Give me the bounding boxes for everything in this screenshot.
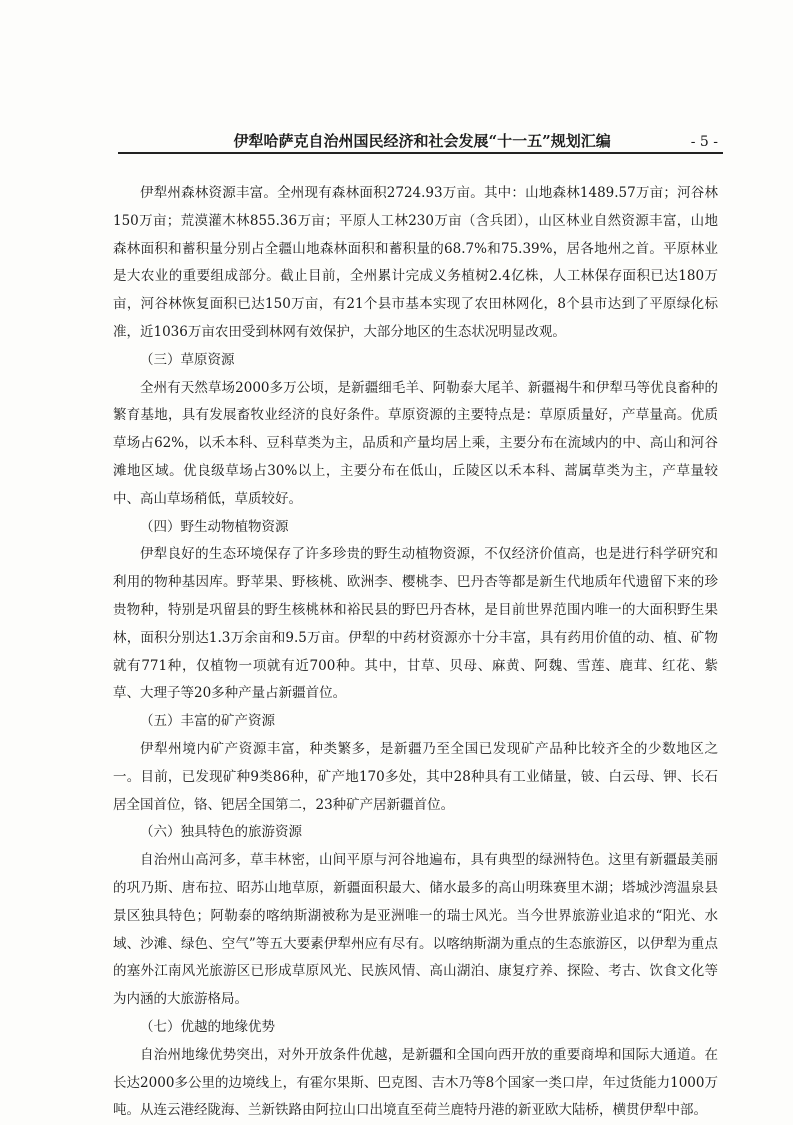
paragraph-forest: 伊犁州森林资源丰富。全州现有森林面积2724.93万亩。其中：山地森林1489.57万亩；河谷林150万亩；荒漠灌木林855.36万亩；平原人工林230万亩（含兵团），山区林业自然资源丰富，山地森林面积和蓄积量分别占全疆山地森林面积和蓄积量的68.7%和75.39%，居各地州之首。平原林业是大农业的重要组成部分。截止目前，全州累计完成义务植树2.4亿株，人工林保存面积已达180万亩，河谷林恢复面积已达150万亩，有21个县市基本实现了农田林网化，8个县市达到了平原绿化标准，近1036万亩农田受到林网有效保护，大部分地区的生态状况明显改观。 xyxy=(113,185,718,340)
paragraph-wildlife: 伊犁良好的生态环境保存了许多珍贵的野生动植物资源，不仅经济价值高，也是进行科学研究和利用的物种基因库。野苹果、野核桃、欧洲李、樱桃李、巴丹杏等都是新生代地质年代遗留下来的珍贵物种，特别是巩留县的野生核桃林和裕民县的野巴丹杏林，是目前世界范围内唯一的大面积野生果林，面积分别达1.3万余亩和9.5万亩。伊犁的中药材资源亦十分丰富，具有药用价值的动、植、矿物就有771种，仅植物一项就有近700种。其中，甘草、贝母、麻黄、阿魏、雪莲、鹿茸、红花、紫草、大理子等20多种产量占新疆首位。 xyxy=(113,546,718,702)
page-number: - 5 - xyxy=(690,134,718,150)
section-heading-geography: （七）优越的地缘优势 xyxy=(140,1018,275,1035)
section-heading-minerals: （五）丰富的矿产资源 xyxy=(140,713,275,730)
document-body xyxy=(113,180,718,1125)
paragraph-geography: 自治州地缘优势突出，对外开放条件优越，是新疆和全国向西开放的重要商埠和国际大通道。在长达2000多公里的边境线上，有霍尔果斯、巴克图、吉木乃等8个国家一类口岸，年过货能力1000万吨。从连云港经陇海、兰新铁路由阿拉山口出境直至荷兰鹿特丹港的新亚欧大陆桥，横贯伊犁中部。 xyxy=(113,1046,718,1119)
paragraph-tourism: 自治州山高河多，草丰林密，山间平原与河谷地遍布，具有典型的绿洲特色。这里有新疆最美丽的巩乃斯、唐布拉、昭苏山地草原，新疆面积最大、储水最多的高山明珠赛里木湖；塔城沙湾温泉县景区独具特色；阿勒泰的喀纳斯湖被称为是亚洲唯一的瑞士风光。当今世界旅游业追求的“阳光、水域、沙滩、绿色、空气”等五大要素伊犁州应有尽有。以喀纳斯湖为重点的生态旅游区，以伊犁为重点的塞外江南风光旅游区已形成草原风光、民族风情、高山湖泊、康复疗养、探险、考古、饮食文化等为内涵的大旅游格局。 xyxy=(113,852,718,1008)
paragraph-minerals: 伊犁州境内矿产资源丰富，种类繁多，是新疆乃至全国已发现矿产品种比较齐全的少数地区之一。目前，已发现矿种9类86种，矿产地170多处，其中28种具有工业储量，铍、白云母、钾、长石居全国首位，铬、钯居全国第二，23种矿产居新疆首位。 xyxy=(113,740,718,813)
section-heading-wildlife: （四）野生动物植物资源 xyxy=(140,518,289,535)
section-heading-tourism: （六）独具特色的旅游资源 xyxy=(140,824,302,841)
running-header xyxy=(118,130,718,151)
paragraph-grassland: 全州有天然草场2000多万公顷，是新疆细毛羊、阿勒泰大尾羊、新疆褐牛和伊犁马等优良畜种的繁育基地，具有发展畜牧业经济的良好条件。草原资源的主要特点是：草原质量好，产草量高。优质草场占62%，以禾本科、豆科草类为主，品质和产量均居上乘，主要分布在流域内的中、高山和河谷滩地区域。优良级草场占30%以上，主要分布在低山，丘陵区以禾本科、蒿属草类为主，产草量较中、高山草场稍低，草质较好。 xyxy=(113,379,718,507)
section-heading-grassland: （三）草原资源 xyxy=(140,351,235,368)
header-title: 伊犁哈萨克自治州国民经济和社会发展“十一五”规划汇编 xyxy=(233,132,611,150)
header-rule xyxy=(118,152,723,154)
